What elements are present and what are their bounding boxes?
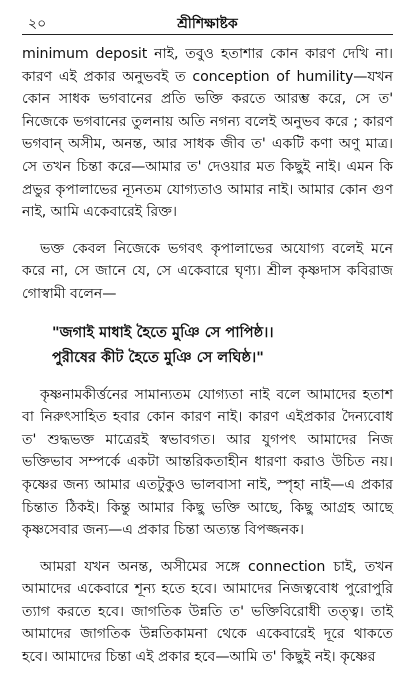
paragraph-2: ভক্ত কেবল নিজেকে ভগবৎ কৃপালাভের অযোগ্য বলেই মনে করে না, সে জানে যে, সে একেবারে ঘৃণ্য। শ্রীল কৃষ্ণদাস কবিরাজ গোস্বামী বলেন— <box>22 240 393 302</box>
paragraph-1: minimum deposit নাই, তবুও হতাশার কোন কারণ দেখি না। কারণ এই প্রকার অনুভবই ত conception of humility—যখন কোন সাধক ভগবানের প্রতি ভক্তি করতে আরম্ভ করে, সে ত' নিজেকে ভগবানের তুলনায় অতি নগন্য বলেই অনুভব করে ; কারণ ভগবান্ অসীম, অনন্ত, আর সাধক জীব ত' একটি কণা অণু মাত্র। সে তখন চিন্তা করে—আমার ত' দেওয়ার মত কিছুই নাই। এমন কি প্রভুর কৃপালাভের ন্যূনতম যোগ্যতাও আমার নাই। আমার কোন গুণ নাই, আমি একেবারেই রিক্ত। <box>22 46 393 221</box>
paragraph-3: কৃষ্ণনামকীর্ত্তনের সামান্যতম যোগ্যতা নাই বলে আমাদের হতাশ বা নিরুৎসাহিত হবার কোন কারণ নাই। কারণ এইপ্রকার দৈন্যবোধ ত' শুদ্ধভক্ত মাত্রেরই স্বভাবগত। আর যুগপৎ আমাদের নিজ ভক্তিভাব সম্পর্কে একটা আন্তরিকতাহীন ধারণা করাও উচিত নয়। কৃষ্ণের জন্য আমার এতটুকুও ভালবাসা নাই, স্পৃহা নাই—এ প্রকার চিন্তাত ঠিকই। কিন্তু আমার কিছু ভক্তি আছে, কিছু আগ্রহ আছে কৃষ্ণসেবার জন্য—এ প্রকার চিন্তা অত্যন্ত বিপজ্জনক। <box>22 386 393 539</box>
page-number: ২০ <box>28 16 47 32</box>
page-header <box>22 12 393 35</box>
running-title: শ্রীশিক্ষাষ্টক <box>177 16 238 32</box>
paragraph-4: আমরা যখন অনন্ত, অসীমের সঙ্গে connection চাই, তখন আমাদের একেবারে শূন্য হতে হবে। আমাদের নিজত্ববোধ পুরোপুরি ত্যাগ করতে হবে। জাগতিক উন্নতি ত' ভক্তিবিরোধী তত্ত্ব। তাই আমাদের জাগতিক উন্নতিকামনা থেকে একেবারেই দূরে থাকতে হবে। আমাদের চিন্তা এই প্রকার হবে—আমি ত' কিছুই নই। কৃষ্ণের <box>22 558 393 666</box>
verse-line-1: "জগাই মাধাই হৈতে মুঞি সে পাপিষ্ঠ।। <box>52 323 274 341</box>
verse-line-2: পুরীষের কীট হৈতে মুঞি সে লঘিষ্ঠ।" <box>52 348 264 366</box>
verse-quote <box>22 320 393 370</box>
